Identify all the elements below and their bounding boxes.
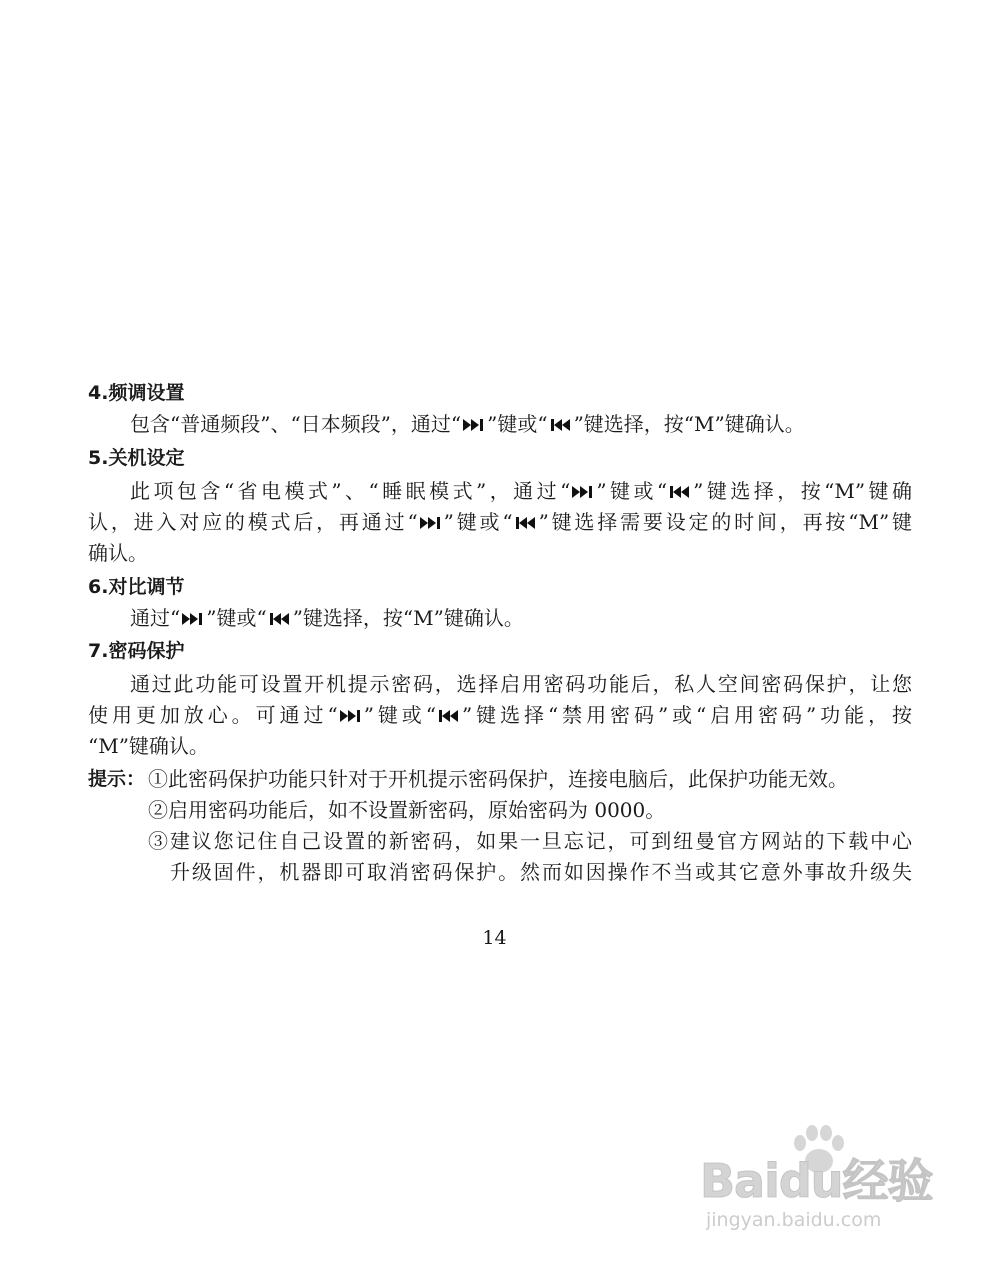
- watermark-url: jingyan.baidu.com: [706, 1209, 882, 1231]
- page-number: 14: [482, 927, 507, 949]
- tip-item-2: ②启用密码功能后，如不设置新密码，原始密码为 0000。: [148, 798, 666, 822]
- section-7-line-3: “M”键确认。: [88, 734, 209, 758]
- text-segment: 认，进入对应的模式后，再通过“: [88, 510, 418, 534]
- section-7-line-1: 通过此功能可设置开机提示密码，选择启用密码功能后，私人空间密码保护，让您: [130, 672, 912, 696]
- text-segment: ”键选择“禁用密码”或“启用密码”功能，按: [461, 703, 913, 727]
- skip-next-icon: [181, 611, 205, 627]
- text-segment: ”键或“: [443, 510, 513, 534]
- text-segment: 使用更加放心。可通过“: [88, 703, 338, 727]
- text-segment: ”键选择，按“M”键确: [693, 479, 913, 503]
- text-segment: ”键或“: [487, 412, 548, 436]
- skip-previous-icon: [268, 611, 292, 627]
- skip-previous-icon: [514, 515, 538, 531]
- section-4-line-1: [130, 409, 805, 439]
- text-segment: ”键选择需要设定的时间，再按“M”键: [538, 510, 912, 534]
- section-heading-4: 4.频调设置: [88, 382, 185, 404]
- skip-previous-icon: [549, 417, 573, 433]
- text-segment: ”键选择，按“M”键确认。: [292, 606, 524, 630]
- section-7-line-2: [88, 700, 912, 730]
- text-segment: 通过“: [130, 606, 181, 630]
- skip-next-icon: [462, 417, 486, 433]
- section-5-line-1: [130, 476, 912, 506]
- text-segment: ”键选择，按“M”键确认。: [573, 412, 805, 436]
- skip-previous-icon: [668, 484, 692, 500]
- tip-item-3-continued: 升级固件，机器即可取消密码保护。然而如因操作不当或其它意外事故升级失: [170, 860, 912, 884]
- section-6-line-1: [130, 603, 524, 633]
- section-heading-6: 6.对比调节: [88, 576, 185, 598]
- text-segment: ”键或“: [363, 703, 436, 727]
- baidu-jingyan-watermark: [700, 1125, 940, 1255]
- section-heading-5: 5.关机设定: [88, 447, 185, 469]
- section-heading-7: 7.密码保护: [88, 640, 185, 662]
- tips-label: 提示：: [88, 768, 146, 790]
- section-5-line-3: 确认。: [88, 541, 148, 565]
- section-5-line-2: [88, 507, 912, 537]
- skip-next-icon: [339, 708, 363, 724]
- text-segment: ”键或“: [596, 479, 668, 503]
- text-segment: ”键或“: [206, 606, 267, 630]
- skip-next-icon: [571, 484, 595, 500]
- skip-next-icon: [419, 515, 443, 531]
- text-segment: 包含“普通频段”、“日本频段”，通过“: [130, 412, 462, 436]
- watermark-logo: Baidu经验: [700, 1154, 933, 1208]
- tip-item-1: ①此密码保护功能只针对于开机提示密码保护，连接电脑后，此保护功能无效。: [148, 767, 848, 791]
- text-segment: 此项包含“省电模式”、“睡眠模式”，通过“: [130, 479, 571, 503]
- skip-previous-icon: [437, 708, 461, 724]
- tip-item-3: ③建议您记住自己设置的新密码，如果一旦忘记，可到纽曼官方网站的下载中心: [148, 829, 912, 853]
